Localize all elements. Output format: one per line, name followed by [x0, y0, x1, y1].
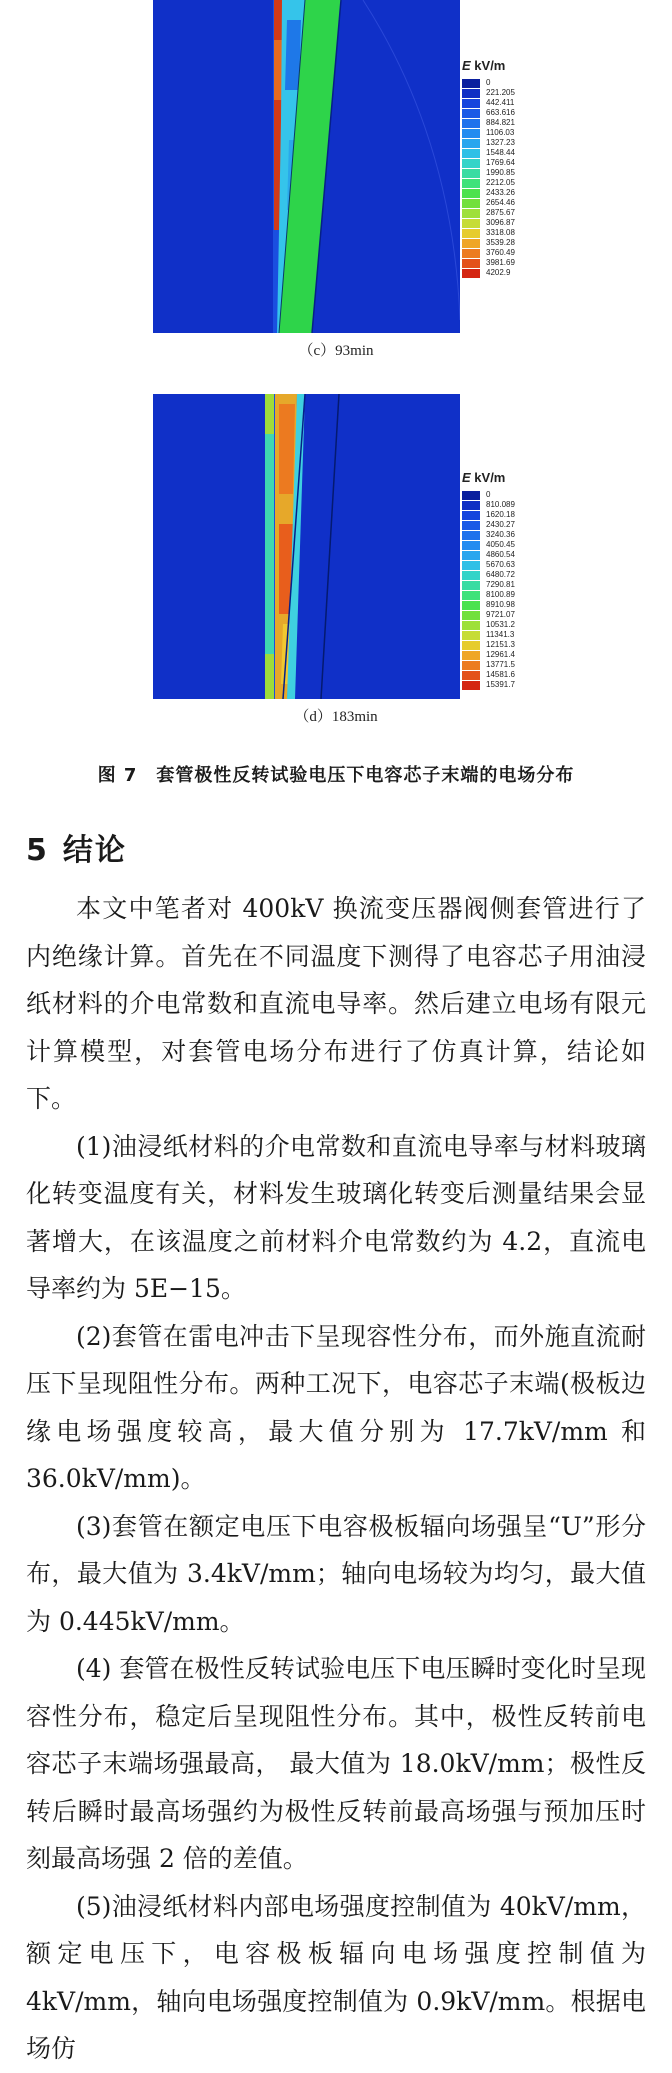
- subcaption-d: （d）183min: [294, 709, 378, 725]
- legend-swatch: [462, 129, 480, 138]
- legend-swatch: [462, 209, 480, 218]
- legend-label: 15391.7: [486, 680, 515, 689]
- legend-label: 3240.36: [486, 530, 515, 539]
- subcaption-c: （c）93min: [298, 343, 374, 359]
- legend-swatch: [462, 239, 480, 248]
- legend-swatch: [462, 621, 480, 630]
- legend-entry: [462, 158, 515, 168]
- legend-label: 8100.89: [486, 590, 515, 599]
- legend-swatch: [462, 259, 480, 268]
- legend-entry: [462, 128, 515, 138]
- legend-entry: [462, 540, 515, 550]
- legend-entry: [462, 208, 515, 218]
- legend-swatch: [462, 149, 480, 158]
- figure-caption: 图 7 套管极性反转试验电压下电容芯子末端的电场分布: [97, 765, 575, 786]
- legend-entry: [462, 560, 515, 570]
- legend-swatch: [462, 119, 480, 128]
- section-title: 结论: [62, 833, 127, 868]
- legend-swatch: [462, 501, 480, 510]
- legend-label: 663.616: [486, 108, 515, 117]
- legend-swatch: [462, 99, 480, 108]
- legend-entry: [462, 98, 515, 108]
- legend-entry: [462, 148, 515, 158]
- legend-entry: [462, 530, 515, 540]
- section-number: 5: [26, 833, 49, 868]
- legend-label: 884.821: [486, 118, 515, 127]
- field-plot-d: [153, 394, 460, 699]
- legend-entry: [462, 590, 515, 600]
- legend-entry: [462, 188, 515, 198]
- legend-label: 2430.27: [486, 520, 515, 529]
- legend-entry: [462, 640, 515, 650]
- legend-rows-d: [462, 490, 515, 690]
- legend-swatch: [462, 561, 480, 570]
- legend-label: 1106.03: [486, 128, 515, 137]
- legend-entry: [462, 108, 515, 118]
- legend-label: 1990.85: [486, 168, 515, 177]
- legend-swatch: [462, 571, 480, 580]
- legend-swatch: [462, 581, 480, 590]
- legend-label: 3096.87: [486, 218, 515, 227]
- legend-swatch: [462, 521, 480, 530]
- legend-label: 1548.44: [486, 148, 515, 157]
- legend-swatch: [462, 229, 480, 238]
- legend-label: 810.089: [486, 500, 515, 509]
- legend-entry: [462, 630, 515, 640]
- legend-entry: [462, 238, 515, 248]
- legend-swatch: [462, 189, 480, 198]
- legend-label: 221.205: [486, 88, 515, 97]
- legend-swatch: [462, 269, 480, 278]
- legend-c: [462, 58, 515, 278]
- legend-entry: [462, 228, 515, 238]
- legend-entry: [462, 620, 515, 630]
- legend-entry: [462, 500, 515, 510]
- legend-swatch: [462, 491, 480, 500]
- field-plot-d-image: [153, 394, 460, 699]
- legend-swatch: [462, 541, 480, 550]
- body-text: [26, 885, 646, 2073]
- legend-label: 14581.6: [486, 670, 515, 679]
- legend-swatch: [462, 159, 480, 168]
- legend-rows-c: [462, 78, 515, 278]
- legend-swatch: [462, 179, 480, 188]
- legend-label: 4202.9: [486, 268, 511, 277]
- legend-swatch: [462, 601, 480, 610]
- section-heading: [26, 825, 141, 869]
- legend-label: 11341.3: [486, 630, 515, 639]
- legend-label: 8910.98: [486, 600, 515, 609]
- legend-label: 2654.46: [486, 198, 515, 207]
- legend-label: 442.411: [486, 98, 515, 107]
- paragraph: (3)套管在额定电压下电容极板辐向场强呈“U”形分布，最大值为 3.4kV/mm；轴向电场较为均匀，最大值为 0.445kV/mm。: [26, 1511, 646, 1636]
- legend-label: 13771.5: [486, 660, 515, 669]
- legend-swatch: [462, 139, 480, 148]
- legend-entry: [462, 78, 515, 88]
- legend-swatch: [462, 199, 480, 208]
- legend-swatch: [462, 531, 480, 540]
- legend-entry: [462, 248, 515, 258]
- legend-entry: [462, 168, 515, 178]
- legend-label: 3981.69: [486, 258, 515, 267]
- legend-label: 2212.05: [486, 178, 515, 187]
- legend-entry: [462, 550, 515, 560]
- legend-entry: [462, 490, 515, 500]
- legend-entry: [462, 600, 515, 610]
- legend-label: 9721.07: [486, 610, 515, 619]
- legend-entry: [462, 660, 515, 670]
- paragraph: (5)油浸纸材料内部电场强度控制值为 40kV/mm，额定电压下，电容极板辐向电场强度控制值为 4kV/mm，轴向电场强度控制值为 0.9kV/mm。根据电场仿: [26, 1891, 646, 2063]
- legend-label: 3760.49: [486, 248, 515, 257]
- legend-entry: [462, 680, 515, 690]
- legend-swatch: [462, 611, 480, 620]
- legend-label: 3539.28: [486, 238, 515, 247]
- legend-entry: [462, 88, 515, 98]
- legend-title-c: [462, 58, 515, 73]
- legend-entry: [462, 268, 515, 278]
- legend-entry: [462, 570, 515, 580]
- legend-title-d: [462, 470, 515, 485]
- legend-label: 1769.64: [486, 158, 515, 167]
- legend-swatch: [462, 671, 480, 680]
- field-plot-c-image: [153, 0, 460, 333]
- legend-entry: [462, 218, 515, 228]
- legend-swatch: [462, 169, 480, 178]
- legend-unit-c: kV/m: [474, 58, 506, 73]
- legend-label: 0: [486, 490, 491, 499]
- legend-label: 1327.23: [486, 138, 515, 147]
- legend-swatch: [462, 681, 480, 690]
- legend-swatch: [462, 511, 480, 520]
- legend-label: 7290.81: [486, 580, 515, 589]
- legend-entry: [462, 650, 515, 660]
- legend-d: [462, 470, 515, 690]
- legend-entry: [462, 520, 515, 530]
- figure-d: [0, 384, 672, 744]
- legend-entry: [462, 178, 515, 188]
- legend-entry: [462, 580, 515, 590]
- legend-label: 10531.2: [486, 620, 515, 629]
- legend-entry: [462, 610, 515, 620]
- legend-entry: [462, 138, 515, 148]
- legend-symbol-d: E: [462, 470, 471, 485]
- legend-swatch: [462, 249, 480, 258]
- paragraph: (2)套管在雷电冲击下呈现容性分布，而外施直流耐压下呈现阻性分布。两种工况下，电容芯子末端(极板边缘电场强度较高，最大值分别为 17.7kV/mm 和 36.0kV/mm)。: [26, 1321, 646, 1493]
- legend-swatch: [462, 661, 480, 670]
- paragraph: 本文中笔者对 400kV 换流变压器阀侧套管进行了内绝缘计算。首先在不同温度下测得了电容芯子用油浸纸材料的介电常数和直流电导率。然后建立电场有限元计算模型，对套管电场分布进行了仿真计算，结论如下。: [26, 894, 646, 1113]
- legend-entry: [462, 258, 515, 268]
- legend-swatch: [462, 641, 480, 650]
- legend-swatch: [462, 79, 480, 88]
- legend-swatch: [462, 89, 480, 98]
- legend-label: 3318.08: [486, 228, 515, 237]
- legend-entry: [462, 510, 515, 520]
- legend-symbol-c: E: [462, 58, 471, 73]
- legend-swatch: [462, 109, 480, 118]
- legend-label: 0: [486, 78, 491, 87]
- legend-entry: [462, 198, 515, 208]
- legend-entry: [462, 118, 515, 128]
- legend-label: 5670.63: [486, 560, 515, 569]
- legend-label: 12151.3: [486, 640, 515, 649]
- legend-swatch: [462, 631, 480, 640]
- legend-label: 1620.18: [486, 510, 515, 519]
- figure-c: [0, 0, 672, 370]
- legend-label: 4050.45: [486, 540, 515, 549]
- legend-swatch: [462, 219, 480, 228]
- field-plot-c: [153, 0, 460, 333]
- legend-swatch: [462, 551, 480, 560]
- legend-label: 12961.4: [486, 650, 515, 659]
- legend-swatch: [462, 651, 480, 660]
- legend-label: 2433.26: [486, 188, 515, 197]
- legend-label: 4860.54: [486, 550, 515, 559]
- legend-entry: [462, 670, 515, 680]
- legend-swatch: [462, 591, 480, 600]
- legend-unit-d: kV/m: [474, 470, 506, 485]
- paragraph: (1)油浸纸材料的介电常数和直流电导率与材料玻璃化转变温度有关，材料发生玻璃化转变后测量结果会显著增大，在该温度之前材料介电常数约为 4.2，直流电导率约为 5E−15。: [26, 1131, 646, 1303]
- legend-label: 6480.72: [486, 570, 515, 579]
- paragraph: (4) 套管在极性反转试验电压下电压瞬时变化时呈现容性分布，稳定后呈现阻性分布。其中，极性反转前电容芯子末端场强最高， 最大值为 18.0kV/mm；极性反转后瞬时最高场强约为极性反转前最高场强与预加压时刻最高场强 2 倍的差值。: [26, 1654, 646, 1873]
- legend-label: 2875.67: [486, 208, 515, 217]
